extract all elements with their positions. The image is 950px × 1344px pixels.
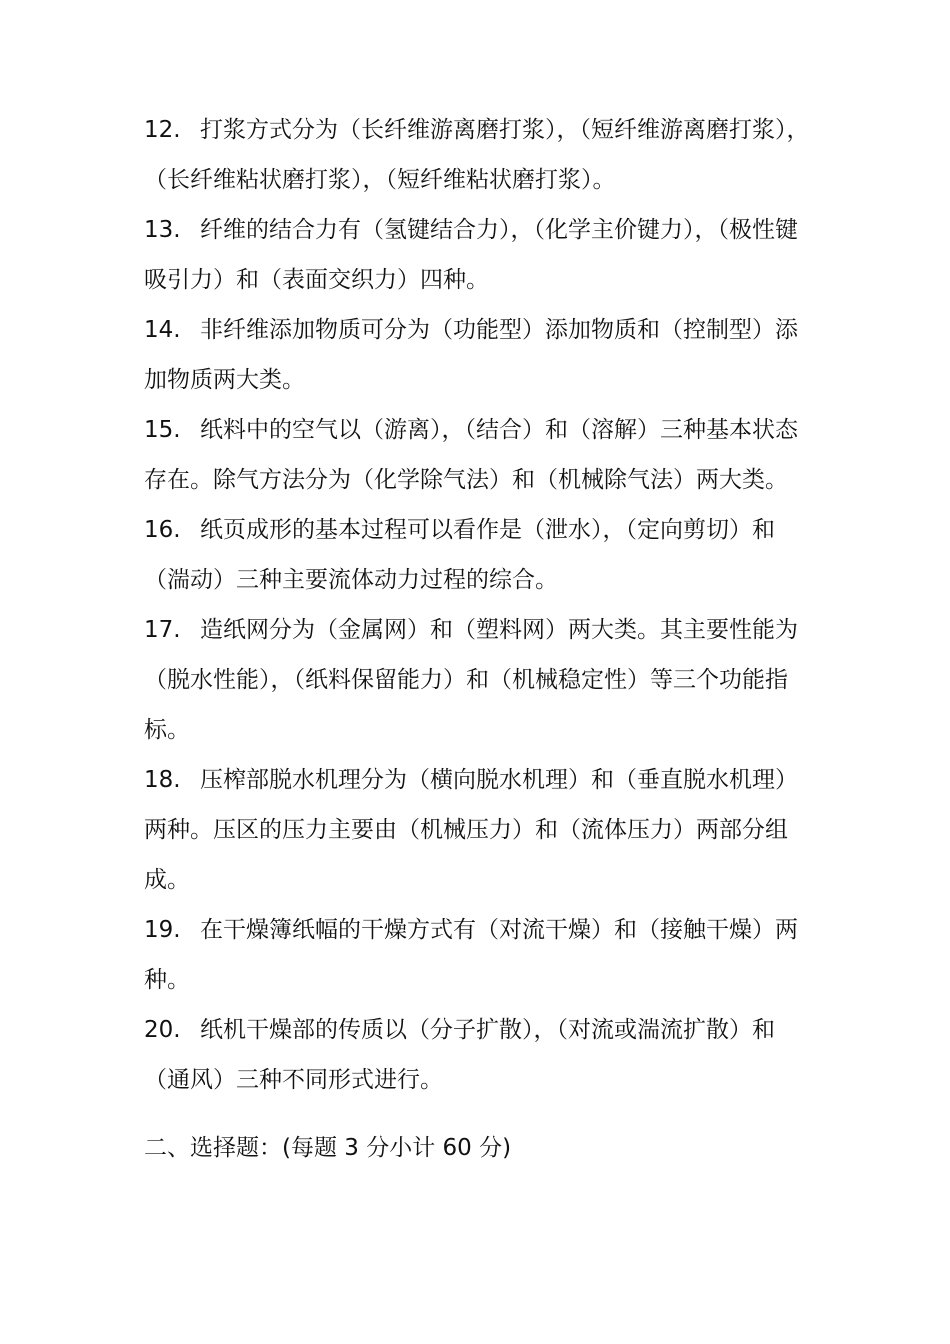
question-number: 12. bbox=[144, 117, 181, 143]
question-text: 压榨部脱水机理分为（横向脱水机理）和（垂直脱水机理）两种。压区的压力主要由（机械压力）和（流体压力）两部分组成。 bbox=[144, 767, 798, 893]
question-number: 15. bbox=[144, 417, 181, 443]
question-number: 16. bbox=[144, 517, 181, 543]
document-page bbox=[144, 105, 814, 1173]
question-number: 17. bbox=[144, 617, 181, 643]
question-12 bbox=[144, 105, 814, 205]
question-number: 18. bbox=[144, 767, 181, 793]
question-18 bbox=[144, 755, 814, 905]
question-number: 14. bbox=[144, 317, 181, 343]
question-text: 纸机干燥部的传质以（分子扩散），（对流或湍流扩散）和（通风）三种不同形式进行。 bbox=[144, 1017, 775, 1093]
section-title: 二、选择题：(每题 3 分小计 60 分) bbox=[144, 1135, 512, 1161]
question-text: 在干燥簿纸幅的干燥方式有（对流干燥）和（接触干燥）两种。 bbox=[144, 917, 798, 993]
question-number: 19. bbox=[144, 917, 181, 943]
question-text: 纸料中的空气以（游离），（结合）和（溶解）三种基本状态存在。除气方法分为（化学除气法）和（机械除气法）两大类。 bbox=[144, 417, 798, 493]
question-number: 20. bbox=[144, 1017, 181, 1043]
question-15 bbox=[144, 405, 814, 505]
question-20 bbox=[144, 1005, 814, 1105]
question-text: 纤维的结合力有（氢键结合力），（化学主价键力），（极性键吸引力）和（表面交织力）四种。 bbox=[144, 217, 798, 293]
question-text: 非纤维添加物质可分为（功能型）添加物质和（控制型）添加物质两大类。 bbox=[144, 317, 798, 393]
question-text: 打浆方式分为（长纤维游离磨打浆），（短纤维游离磨打浆），（长纤维粘状磨打浆），（短纤维粘状磨打浆）。 bbox=[144, 117, 810, 193]
question-14 bbox=[144, 305, 814, 405]
question-19 bbox=[144, 905, 814, 1005]
question-number: 13. bbox=[144, 217, 181, 243]
question-17 bbox=[144, 605, 814, 755]
question-text: 纸页成形的基本过程可以看作是（泄水），（定向剪切）和（湍动）三种主要流体动力过程的综合。 bbox=[144, 517, 775, 593]
question-13 bbox=[144, 205, 814, 305]
question-16 bbox=[144, 505, 814, 605]
question-text: 造纸网分为（金属网）和（塑料网）两大类。其主要性能为（脱水性能），（纸料保留能力）和（机械稳定性）等三个功能指标。 bbox=[144, 617, 798, 743]
